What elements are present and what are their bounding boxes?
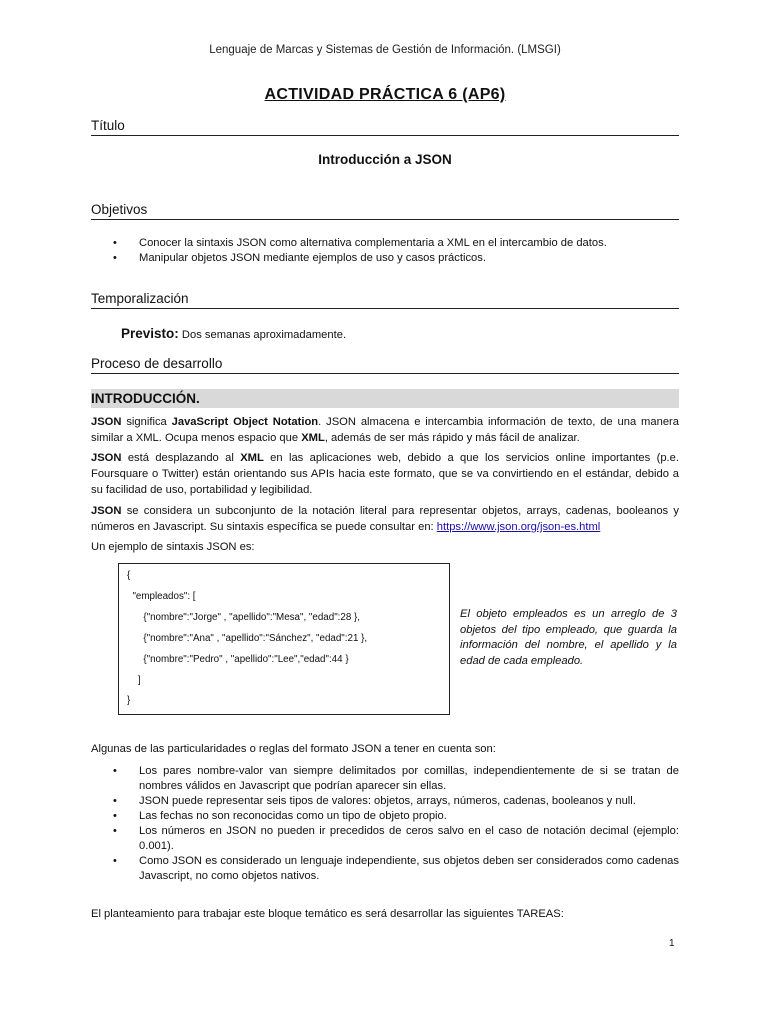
text-span: , además de ser más rápido y más fácil de analizar. bbox=[324, 432, 580, 444]
intro-paragraph-2 bbox=[91, 450, 679, 498]
code-line: ] bbox=[127, 675, 141, 686]
list-item: • Como JSON es considerado un lenguaje independiente, sus objetos deben ser considerados como cadenas Javascript, no como objetos nativos. bbox=[91, 854, 679, 884]
term-json: JSON bbox=[91, 452, 122, 464]
closing-paragraph: El planteamiento para trabajar este bloque temático es será desarrollar las siguientes TAREAS: bbox=[91, 908, 564, 920]
text-span: . JSON almacena e intercambia información de texto, de una manera similar a XML. Ocupa menos espacio que bbox=[91, 416, 679, 444]
list-item: • Conocer la sintaxis JSON como alternativa complementaria a XML en el intercambio de datos. bbox=[91, 236, 679, 251]
intro-heading: INTRODUCCIÓN. bbox=[91, 389, 679, 408]
code-line: {"nombre":"Jorge" , "apellido":"Mesa", "edad":28 }, bbox=[127, 612, 361, 623]
term-xml: XML bbox=[240, 452, 264, 464]
section-heading-objetivos: Objetivos bbox=[91, 202, 679, 220]
rules-intro: Algunas de las particularidades o reglas del formato JSON a tener en cuenta son: bbox=[91, 743, 496, 755]
course-header: Lenguaje de Marcas y Sistemas de Gestión de Información. (LMSGI) bbox=[209, 44, 561, 56]
term-json: JSON bbox=[91, 416, 122, 428]
text-span: significa bbox=[121, 416, 172, 428]
section-heading-proceso: Proceso de desarrollo bbox=[91, 356, 679, 374]
intro-paragraph-4: Un ejemplo de sintaxis JSON es: bbox=[91, 541, 255, 553]
code-line: {"nombre":"Ana" , "apellido":"Sánchez", "edad":21 }, bbox=[127, 633, 368, 644]
previsto-value: Dos semanas aproximadamente. bbox=[181, 329, 347, 341]
text-span: se considera un subconjunto de la notación literal para representar objetos, arrays, cadenas, booleanos y números en Javascript. Su sintaxis específica se puede consultar en: bbox=[91, 505, 679, 533]
page-title: ACTIVIDAD PRÁCTICA 6 (AP6) bbox=[264, 86, 506, 103]
section-heading-temporalizacion: Temporalización bbox=[91, 291, 679, 309]
intro-paragraph-3 bbox=[91, 503, 679, 535]
list-item: • Los pares nombre-valor van siempre delimitados por comillas, independientemente de si se tratan de nombres válidos en Javascript que podrían aparecer sin ellas. bbox=[91, 764, 679, 794]
activity-subtitle: Introducción a JSON bbox=[318, 152, 452, 167]
code-line: { bbox=[127, 570, 131, 581]
term-json: JSON bbox=[91, 505, 122, 517]
list-item: • Los números en JSON no pueden ir precedidos de ceros salvo en el caso de notación decimal (ejemplo: 0.001). bbox=[91, 824, 679, 854]
json-code-example bbox=[118, 563, 450, 715]
objetivos-list bbox=[91, 236, 679, 266]
previsto-line bbox=[121, 326, 346, 341]
text-span: está desplazando al bbox=[121, 452, 241, 464]
code-line: "empleados": [ bbox=[127, 591, 196, 602]
list-item: • JSON puede representar seis tipos de valores: objetos, arrays, números, cadenas, booleanos y null. bbox=[91, 794, 679, 809]
code-example-note: El objeto empleados es un arreglo de 3 objetos del tipo empleado, que guarda la información del nombre, el apellido y la edad de cada empleado. bbox=[460, 608, 677, 667]
page-number: 1 bbox=[669, 938, 675, 949]
term-js-object-notation: JavaScript Object Notation bbox=[171, 416, 319, 428]
code-line: {"nombre":"Pedro" , "apellido":"Lee","edad":44 } bbox=[127, 654, 349, 665]
term-xml: XML bbox=[301, 432, 325, 444]
code-line: } bbox=[127, 695, 131, 706]
list-item: • Las fechas no son reconocidas como un tipo de objeto propio. bbox=[91, 809, 679, 824]
intro-paragraph-1 bbox=[91, 414, 679, 446]
list-item: • Manipular objetos JSON mediante ejemplos de uso y casos prácticos. bbox=[91, 251, 679, 266]
previsto-label: Previsto: bbox=[121, 326, 179, 341]
json-org-link[interactable]: https://www.json.org/json-es.html bbox=[436, 521, 601, 533]
section-heading-titulo: Título bbox=[91, 118, 679, 136]
text-span: en las aplicaciones web, debido a que los servicios online importantes (p.e. Foursquare o Twitter) están orientando sus APIs hacia este formato, que se va convirtiendo en el estándar, debido a su facilidad de uso, portabilidad y legibilidad. bbox=[91, 452, 679, 496]
rules-list bbox=[91, 764, 679, 884]
